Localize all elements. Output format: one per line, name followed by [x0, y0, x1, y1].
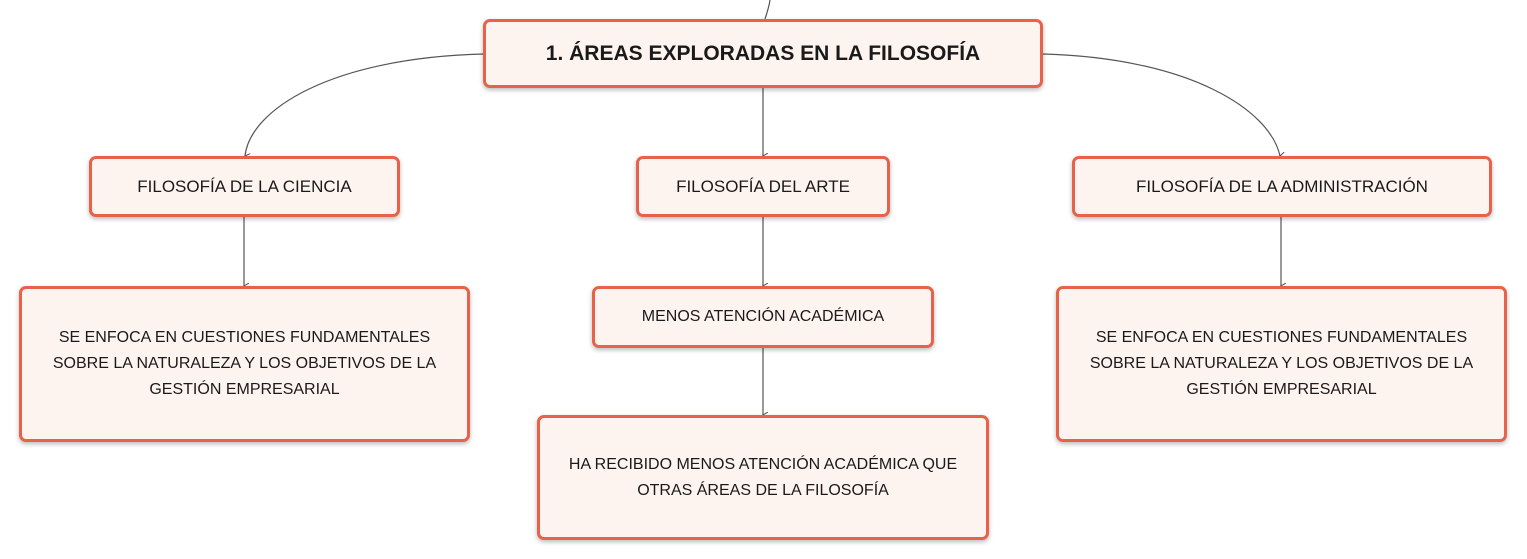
- subtopic-arte-description[interactable]: [537, 415, 989, 540]
- topic-filosofia-ciencia[interactable]: [89, 156, 400, 217]
- topic-filosofia-arte[interactable]: [636, 156, 890, 217]
- subtopic-ciencia-description[interactable]: [19, 286, 470, 442]
- subtopic-administracion-description[interactable]: [1056, 286, 1507, 442]
- connector-root-ciencia: [245, 54, 483, 156]
- subtopic-menos-atencion-label: MENOS ATENCIÓN ACADÉMICA: [641, 308, 885, 325]
- subtopic-administracion-description-label: SE ENFOCA EN CUESTIONES FUNDAMENTALES SOBRE LA NATURALEZA Y LOS OBJETIVOS DE LA GESTIÓN EMPRESARIAL: [1089, 329, 1474, 398]
- connector-root-incoming: [765, 0, 770, 19]
- subtopic-ciencia-description-label: SE ENFOCA EN CUESTIONES FUNDAMENTALES SOBRE LA NATURALEZA Y LOS OBJETIVOS DE LA GESTIÓN EMPRESARIAL: [52, 329, 437, 398]
- subtopic-arte-description-label: HA RECIBIDO MENOS ATENCIÓN ACADÉMICA QUE OTRAS ÁREAS DE LA FILOSOFÍA: [568, 455, 958, 499]
- subtopic-menos-atencion[interactable]: [592, 286, 934, 348]
- topic-filosofia-arte-label: FILOSOFÍA DEL ARTE: [676, 176, 850, 196]
- root-topic-node[interactable]: [483, 19, 1043, 88]
- topic-filosofia-administracion[interactable]: [1072, 156, 1492, 217]
- topic-filosofia-ciencia-label: FILOSOFÍA DE LA CIENCIA: [137, 176, 352, 196]
- root-topic-label: 1. ÁREAS EXPLORADAS EN LA FILOSOFÍA: [545, 41, 981, 65]
- topic-filosofia-administracion-label: FILOSOFÍA DE LA ADMINISTRACIÓN: [1136, 176, 1428, 196]
- connector-root-admin: [1043, 54, 1280, 156]
